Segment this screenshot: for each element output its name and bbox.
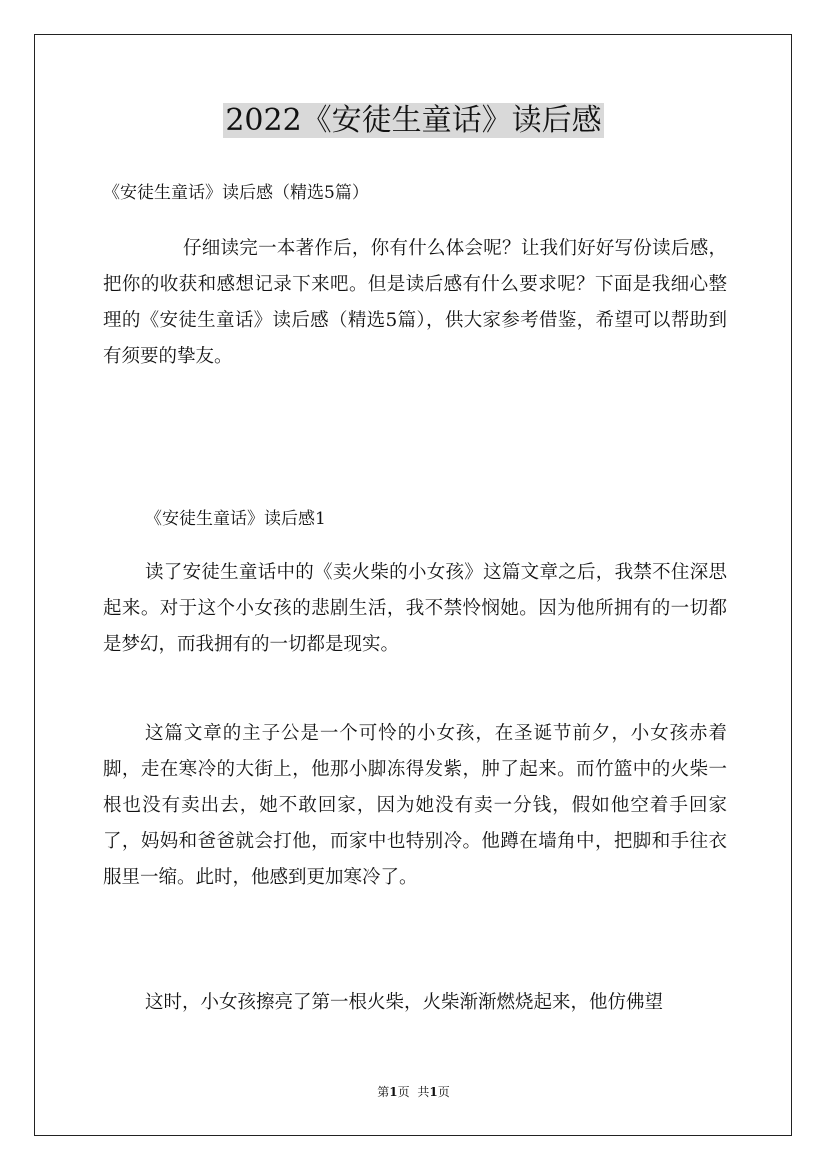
footer-total-number: 1 bbox=[429, 1085, 438, 1099]
footer-total-suffix: 页 bbox=[437, 1085, 450, 1099]
document-title-text: 2022《安徒生童话》读后感 bbox=[225, 103, 602, 138]
body-paragraph-1: 读了安徒生童话中的《卖火柴的小女孩》这篇文章之后，我禁不住深思起来。对于这个小女孩的悲剧生活，我不禁怜悯她。因为他所拥有的一切都是梦幻，而我拥有的一切都是现实。 bbox=[103, 562, 727, 655]
body-paragraph-2: 这篇文章的主子公是一个可怜的小女孩，在圣诞节前夕，小女孩赤着脚，走在寒冷的大街上，他那小脚冻得发紫，肿了起来。而竹篮中的火柴一根也没有卖出去，她不敢回家，因为她没有卖一分钱，假如他空着手回家了，妈妈和爸爸就会打他，而家中也特别冷。他蹲在墙角中，把脚和手往衣服里一缩。此时，他感到更加寒冷了。 bbox=[103, 723, 727, 888]
footer-page-number: 1 bbox=[389, 1085, 398, 1099]
document-subtitle: 《安徒生童话》读后感（精选5篇） bbox=[103, 183, 369, 203]
intro-paragraph: 仔细读完一本著作后，你有什么体会呢？让我们好好写份读后感，把你的收获和感想记录下来吧。但是读后感有什么要求呢？下面是我细心整理的《安徒生童话》读后感（精选5篇），供大家参考借鉴，希望可以帮助到有须要的挚友。 bbox=[103, 238, 727, 367]
page-footer bbox=[0, 1084, 827, 1100]
document-title bbox=[0, 100, 827, 142]
footer-page-prefix: 第 bbox=[377, 1085, 390, 1099]
section-heading: 《安徒生童话》读后感1 bbox=[145, 509, 326, 529]
footer-total-prefix: 共 bbox=[417, 1085, 430, 1099]
footer-page-suffix: 页 bbox=[397, 1085, 410, 1099]
body-paragraph-3: 这时，小女孩擦亮了第一根火柴，火柴渐渐燃烧起来，他仿佛望 bbox=[145, 992, 664, 1013]
